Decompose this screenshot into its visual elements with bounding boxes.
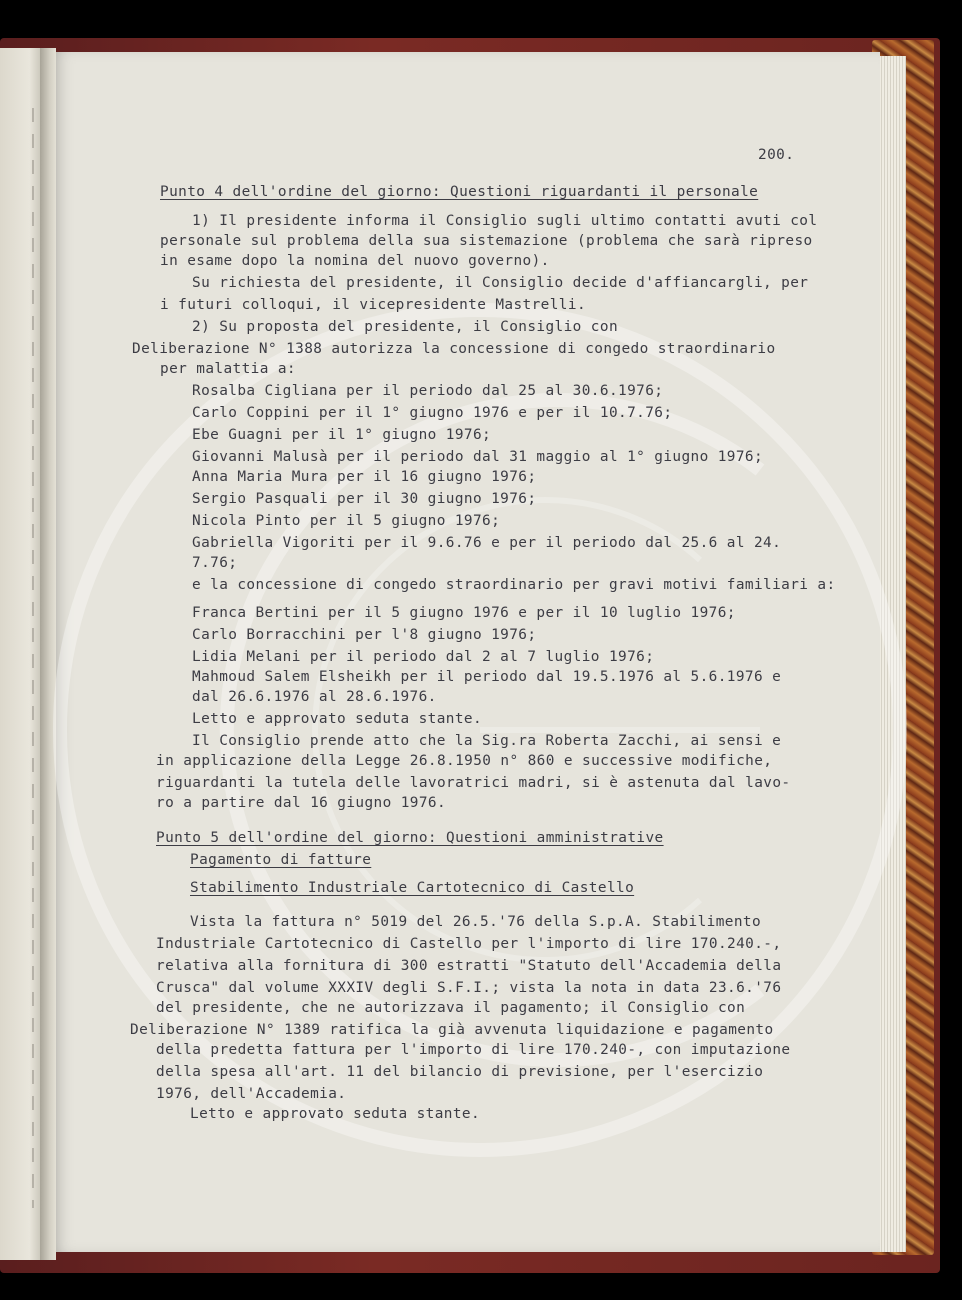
text-line: della predetta fattura per l'importo di lire 170.240-, con imputazione: [156, 1042, 791, 1058]
text-line: personale sul problema della sua sistemazione (problema che sarà ripreso: [160, 233, 813, 249]
text-line: Su richiesta del presidente, il Consiglio decide d'affiancargli, per: [192, 275, 809, 291]
list-item: Anna Maria Mura per il 16 giugno 1976;: [192, 469, 537, 485]
page-stack-edge: [876, 56, 906, 1252]
page-number: 200.: [758, 147, 795, 163]
text-line: in applicazione della Legge 26.8.1950 n° 860 e successive modifiche,: [156, 753, 773, 769]
heading-punto-5: Punto 5 dell'ordine del giorno: Questioni amministrative: [156, 830, 664, 846]
text-line: Letto e approvato seduta stante.: [192, 711, 483, 727]
text-line: Letto e approvato seduta stante.: [190, 1106, 481, 1122]
text-line: riguardanti la tutela delle lavoratrici madri, si è astenuta dal lavo-: [156, 775, 791, 791]
list-item: Franca Bertini per il 5 giugno 1976 e per il 10 luglio 1976;: [192, 605, 736, 621]
text-line: 1976, dell'Accademia.: [156, 1086, 347, 1102]
text-line: 1) Il presidente informa il Consiglio sugli ultimo contatti avuti col: [192, 213, 818, 229]
text-line: Vista la fattura n° 5019 del 26.5.'76 della S.p.A. Stabilimento: [190, 914, 762, 930]
subheading: Pagamento di fatture: [190, 852, 372, 868]
left-page-edge: [0, 48, 42, 1260]
list-item: Lidia Melani per il periodo dal 2 al 7 luglio 1976;: [192, 649, 655, 665]
list-item: Carlo Coppini per il 1° giugno 1976 e per il 10.7.76;: [192, 405, 673, 421]
list-item: Carlo Borracchini per l'8 giugno 1976;: [192, 627, 537, 643]
text-line: Il Consiglio prende atto che la Sig.ra Roberta Zacchi, ai sensi e: [192, 733, 782, 749]
text-line: Deliberazione N° 1389 ratifica la già avvenuta liquidazione e pagamento: [130, 1022, 774, 1038]
list-item: Rosalba Cigliana per il periodo dal 25 al 30.6.1976;: [192, 383, 664, 399]
text-line: in esame dopo la nomina del nuovo governo).: [160, 253, 550, 269]
list-item: Sergio Pasquali per il 30 giugno 1976;: [192, 491, 537, 507]
list-item: dal 26.6.1976 al 28.6.1976.: [192, 689, 437, 705]
text-line: i futuri colloqui, il vicepresidente Mastrelli.: [160, 297, 587, 313]
book-gutter: [40, 48, 56, 1260]
text-line: ro a partire dal 16 giugno 1976.: [156, 795, 447, 811]
text-line: della spesa all'art. 11 del bilancio di previsione, per l'esercizio: [156, 1064, 764, 1080]
text-line: Deliberazione N° 1388 autorizza la concessione di congedo straordinario: [132, 341, 776, 357]
text-line: del presidente, che ne autorizzava il pagamento; il Consiglio con: [156, 1000, 746, 1016]
text-line: relativa alla fornitura di 300 estratti "Statuto dell'Accademia della: [156, 958, 782, 974]
subheading: Stabilimento Industriale Cartotecnico di Castello: [190, 880, 635, 896]
list-item: Mahmoud Salem Elsheikh per il periodo dal 19.5.1976 al 5.6.1976 e: [192, 669, 782, 685]
text-line: e la concessione di congedo straordinario per gravi motivi familiari a:: [192, 577, 836, 593]
list-item: 7.76;: [192, 555, 238, 571]
text-line: Crusca" dal volume XXXIV degli S.F.I.; vista la nota in data 23.6.'76: [156, 980, 782, 996]
list-item: Giovanni Malusà per il periodo dal 31 maggio al 1° giugno 1976;: [192, 449, 764, 465]
list-item: Nicola Pinto per il 5 giugno 1976;: [192, 513, 501, 529]
text-line: 2) Su proposta del presidente, il Consiglio con: [192, 319, 619, 335]
list-item: Ebe Guagni per il 1° giugno 1976;: [192, 427, 492, 443]
heading-punto-4: Punto 4 dell'ordine del giorno: Questioni riguardanti il personale: [160, 184, 759, 200]
list-item: Gabriella Vigoriti per il 9.6.76 e per il periodo dal 25.6 al 24.: [192, 535, 782, 551]
text-line: Industriale Cartotecnico di Castello per l'importo di lire 170.240.-,: [156, 936, 782, 952]
text-line: per malattia a:: [160, 361, 296, 377]
